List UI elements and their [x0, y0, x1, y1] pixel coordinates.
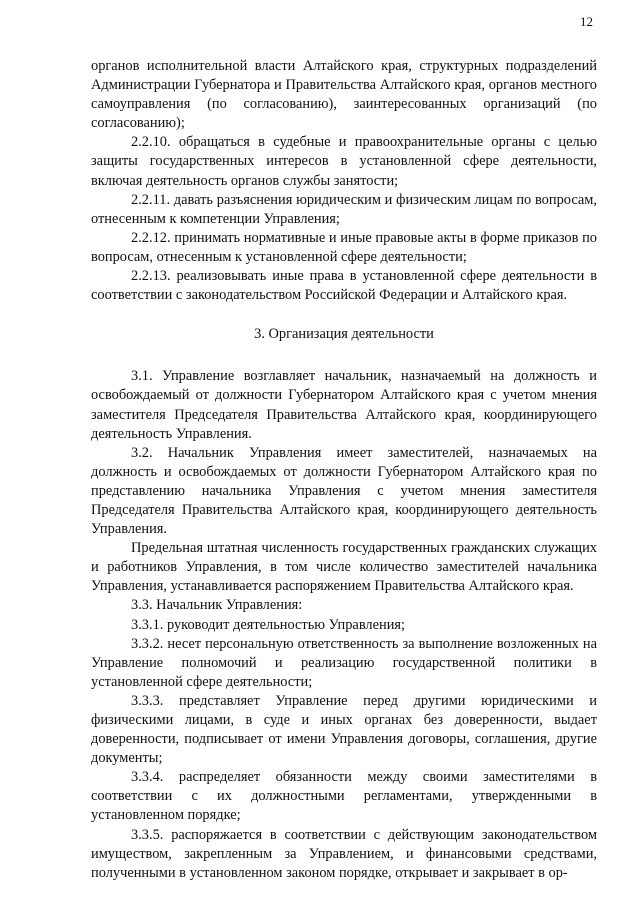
paragraph: 3.3.1. руководит деятельностью Управления;	[131, 616, 406, 633]
paragraph: 3.3.3. представляет Управление перед другими юридическими и физическими лицами, в суде и иных органах без доверенности, выдает доверенности, подписывает от имени Управления договоры, соглашения, другие документы;	[91, 692, 597, 767]
page-number: 12	[580, 14, 593, 29]
paragraphs-before-section	[91, 57, 597, 305]
paragraph: 2.2.11. давать разъяснения юридическим и физическим лицам по вопросам, отнесенным к компетенции Управления;	[91, 191, 597, 227]
paragraphs-after-section	[91, 367, 597, 883]
paragraph: органов исполнительной власти Алтайского края, структурных подразделений Администрации Губернатора и Правительства Алтайского края, органов местного самоуправления (по согласованию), заинтересованных организаций (по согласованию);	[91, 58, 597, 132]
section-heading: 3. Организация деятельности	[254, 326, 434, 343]
paragraph: 3.1. Управление возглавляет начальник, назначаемый на должность и освобождаемый от должности Губернатором Алтайского края с учетом мнения заместителя Председателя Правительства Алтайского края, координирующего деятельность Управления.	[91, 368, 597, 442]
paragraph: 2.2.13. реализовывать иные права в установленной сфере деятельности в соответствии с законодательством Российской Федерации и Алтайского края.	[91, 268, 597, 304]
paragraph: 3.3.4. распределяет обязанности между своими заместителями в соответствии с их должностными регламентами, утвержденными в установленном порядке;	[91, 769, 597, 824]
document-body	[91, 57, 597, 883]
paragraph: Предельная штатная численность государственных гражданских служащих и работников Управления, в том числе количество заместителей начальника Управления, устанавливается распоряжением Правительства Алтайского края.	[91, 540, 597, 595]
paragraph: 2.2.10. обращаться в судебные и правоохранительные органы с целью защиты государственных интересов в установленной сфере деятельности, включая деятельность органов службы занятости;	[91, 134, 597, 189]
paragraph: 3.3.2. несет персональную ответственность за выполнение возложенных на Управление полномочий и реализацию государственной политики в установленной сфере деятельности;	[91, 635, 597, 690]
paragraph: 3.2. Начальник Управления имеет заместителей, назначаемых на должность и освобождаемых от должности Губернатором Алтайского края по представлению начальника Управления с учетом мнения заместителя Председателя Правительства Алтайского края, координирующего деятельность Управления.	[91, 444, 597, 538]
paragraph: 3.3. Начальник Управления:	[131, 597, 303, 614]
paragraph: 3.3.5. распоряжается в соответствии с действующим законодательством имуществом, закрепленным за Управлением, и финансовыми средствами, полученными в установленном законом порядке, открывает и закрывает в ор-	[91, 826, 597, 881]
paragraph: 2.2.12. принимать нормативные и иные правовые акты в форме приказов по вопросам, отнесенным к установленной сфере деятельности;	[91, 229, 597, 265]
